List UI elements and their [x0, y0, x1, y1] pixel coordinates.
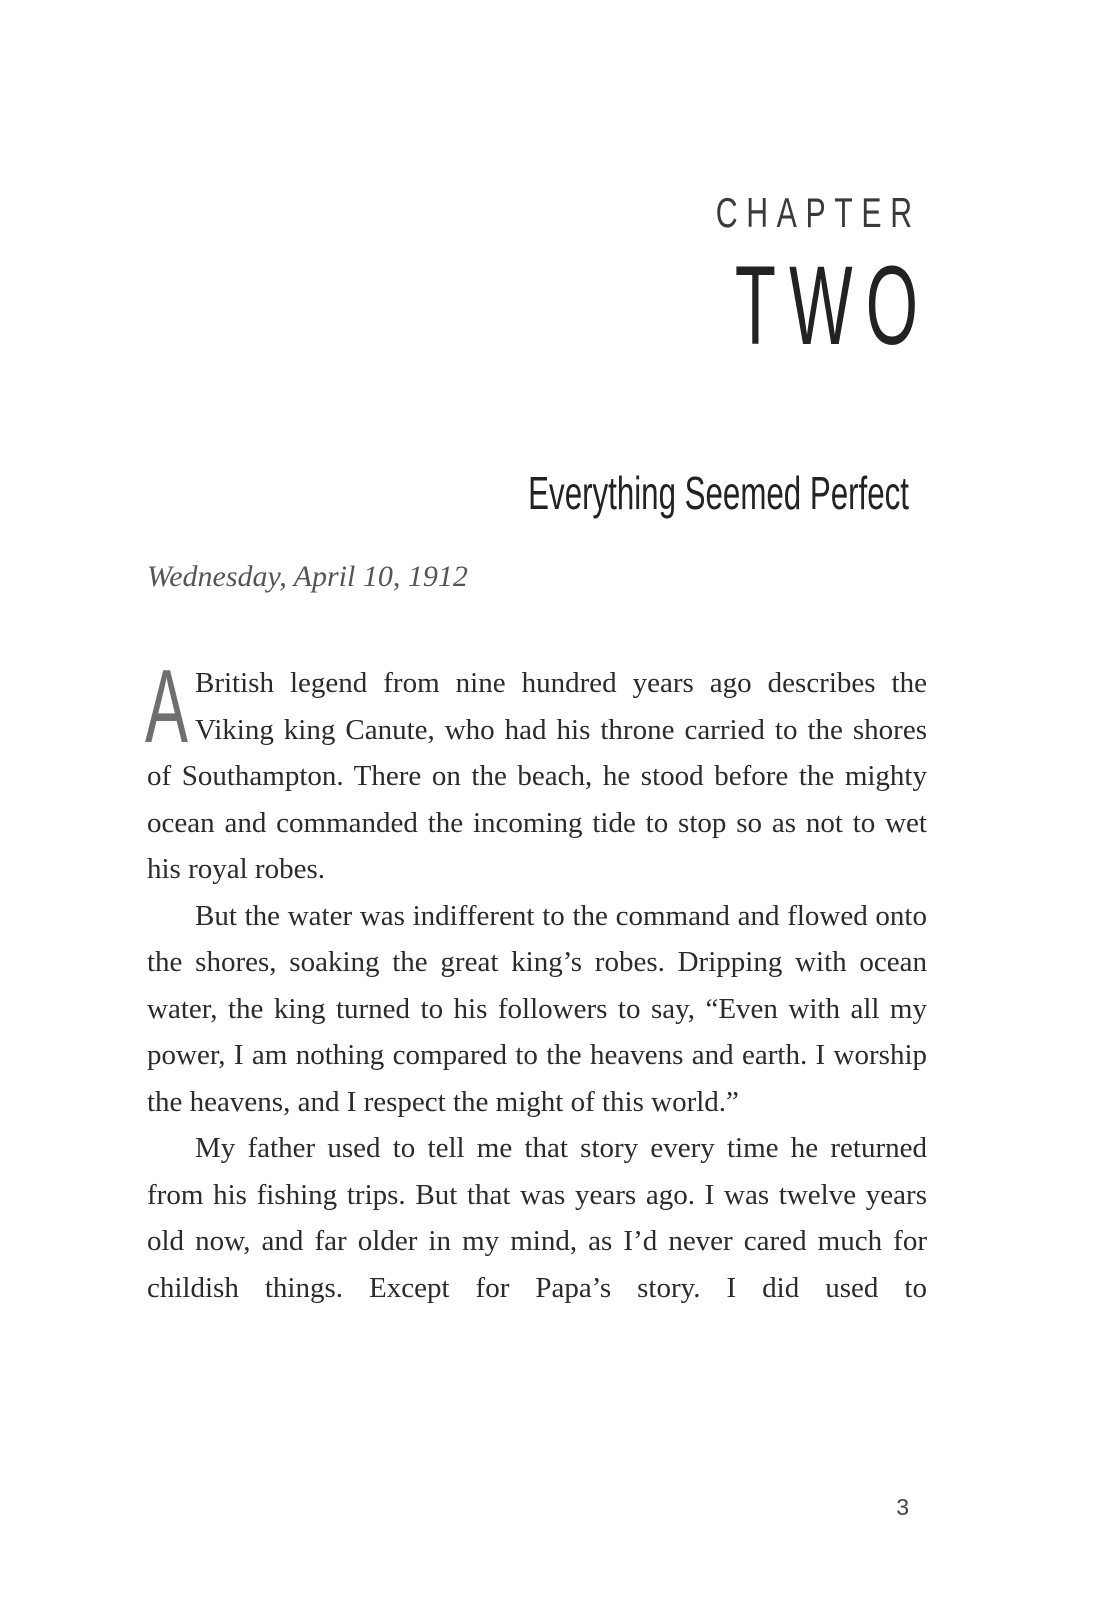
- paragraph-1: [145, 649, 927, 893]
- drop-cap: A: [145, 649, 189, 765]
- paragraph-1-text: British legend from nine hundred years ago describes the Viking king Canute, who had his throne carried to the shores of Southampton. There on the beach, he stood before the mighty ocean and commanded the incoming tide to stop so as not to wet his royal robes.: [147, 667, 927, 885]
- body-text: [145, 649, 927, 1311]
- chapter-title: Everything Seemed Perfect: [528, 467, 909, 519]
- paragraph-3: My father used to tell me that story every time he returned from his fishing trips. But that was years ago. I was twelve years old now, and far older in my mind, as I’d never cared much for childish things. Except for Papa’s story. I did used to: [147, 1132, 927, 1304]
- chapter-label: CHAPTER: [716, 189, 921, 236]
- paragraph-2: But the water was indifferent to the command and flowed onto the shores, soaking the great king’s robes. Dripping with ocean water, the king turned to his followers to say, “Even with all my power, I am nothing compared to the heavens and earth. I worship the heavens, and I respect the might of this world.”: [147, 899, 927, 1118]
- page-number: 3: [896, 1494, 909, 1520]
- dateline: Wednesday, April 10, 1912: [147, 560, 468, 593]
- chapter-number: TWO: [734, 243, 931, 368]
